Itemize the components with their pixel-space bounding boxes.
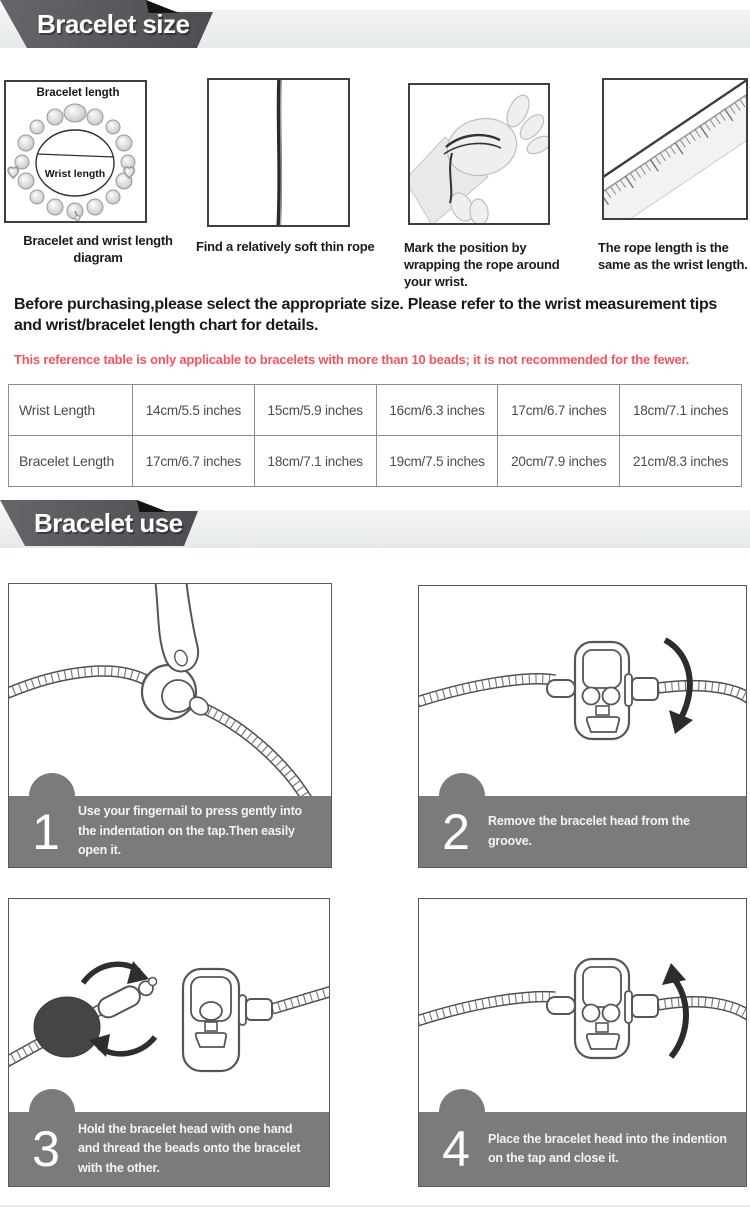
wrap-rope-around-wrist-illustration — [410, 85, 548, 223]
figure-caption: Mark the position by wrapping the rope around your wrist. — [404, 240, 560, 289]
thread-beads-illustration — [9, 899, 329, 1112]
table-cell: 18cm/7.1 inches — [620, 385, 742, 436]
table-cell: 19cm/7.5 inches — [376, 436, 498, 487]
figure-caption: The rope length is the same as the wrist length. — [598, 240, 748, 272]
step-text: Remove the bracelet head from the groove. — [488, 814, 690, 848]
table-cell: 17cm/6.7 inches — [133, 436, 255, 487]
figure-caption: Bracelet and wrist length diagram — [23, 233, 173, 265]
measure-figures-row — [0, 78, 750, 294]
use-step-panel-1 — [8, 583, 332, 868]
table-cell: 17cm/6.7 inches — [498, 385, 620, 436]
section-title: Bracelet use — [34, 508, 183, 538]
section-header-bracelet-size — [0, 0, 750, 50]
thin-rope-illustration — [209, 80, 348, 225]
row-header: Bracelet Length — [9, 436, 133, 487]
table-cell: 21cm/8.3 inches — [620, 436, 742, 487]
remove-head-illustration — [419, 586, 746, 796]
warning-text: This reference table is only applicable to bracelets with more than 10 beads; it is not recommended for the fewer. — [14, 352, 690, 367]
bracelet-length-label: Bracelet length — [36, 87, 120, 99]
step-number: 2 — [442, 803, 470, 860]
figure-caption: Find a relatively soft thin rope — [196, 239, 375, 254]
step-number: 3 — [32, 1121, 60, 1177]
table-row — [9, 436, 742, 487]
charm-bracelet-illustration — [6, 82, 145, 221]
step-number: 1 — [32, 803, 60, 860]
use-step-panel-2 — [418, 585, 747, 868]
ruler-figure — [602, 78, 748, 220]
table-cell: 16cm/6.3 inches — [376, 385, 498, 436]
table-cell: 18cm/7.1 inches — [254, 436, 376, 487]
table-row — [9, 385, 742, 436]
wrist-wrap-figure — [408, 83, 550, 225]
size-table — [8, 384, 742, 487]
step-text: Use your fingernail to press gently into the indentation on the tap.Then easily open it. — [78, 804, 302, 858]
use-step-panel-3 — [8, 898, 330, 1187]
section-title: Bracelet size — [37, 9, 190, 39]
close-head-illustration — [419, 899, 746, 1112]
wrist-length-label: Wrist length — [44, 168, 106, 180]
press-clasp-illustration — [9, 584, 331, 796]
table-cell: 14cm/5.5 inches — [133, 385, 255, 436]
step-text: Place the bracelet head into the indention on the tap and close it. — [488, 1131, 727, 1165]
bottom-divider — [0, 1205, 750, 1207]
row-header: Wrist Length — [9, 385, 133, 436]
step-text: Hold the bracelet head with one hand and thread the beads onto the bracelet with the other. — [78, 1121, 301, 1175]
bracelet-diagram-figure — [4, 80, 147, 223]
intro-text: Before purchasing,please select the appropriate size. Please refer to the wrist measurement tips and wrist/bracelet length chart for details. — [14, 296, 718, 335]
section-header-bracelet-use — [0, 500, 750, 550]
table-cell: 20cm/7.9 inches — [498, 436, 620, 487]
use-step-panel-4 — [418, 898, 747, 1187]
rope-figure — [207, 78, 350, 227]
step-number: 4 — [442, 1121, 470, 1177]
table-cell: 15cm/5.9 inches — [254, 385, 376, 436]
ruler-illustration — [604, 80, 746, 218]
